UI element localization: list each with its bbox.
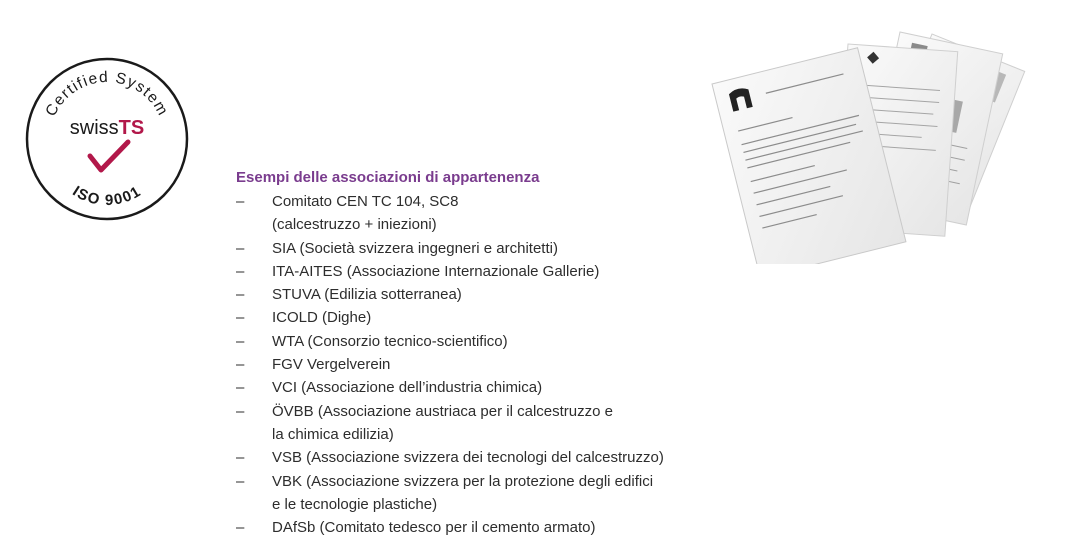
list-item-text: WTA (Consorzio tecnico-scientifico)	[272, 332, 508, 350]
bullet-dash: –	[236, 356, 245, 374]
bullet-dash: –	[236, 193, 245, 210]
bullet-dash: –	[236, 472, 245, 490]
seal-graphic	[24, 56, 190, 222]
list-item-text: VSB (Associazione svizzera dei tecnologi del calcestruzzo)	[272, 449, 664, 467]
documents-graphic	[700, 14, 1060, 264]
list-item	[232, 260, 752, 283]
memberships-list	[232, 190, 752, 539]
bullet-dash: –	[236, 519, 245, 537]
seal-brand: swissTS	[69, 117, 145, 139]
list-item-text: DAfSb (Comitato tedesco per il cemento armato)	[272, 519, 596, 537]
list-item	[232, 353, 752, 376]
list-item	[232, 376, 752, 399]
bullet-dash: –	[236, 286, 245, 304]
bullet-dash: –	[236, 402, 245, 420]
seal-bottom-text: ISO 9001	[69, 182, 145, 210]
memberships-section	[232, 168, 752, 539]
list-item-text: STUVA (Edilizia sotterranea)	[272, 286, 462, 304]
list-item	[232, 283, 752, 306]
list-item-text: ÖVBB (Associazione austriaca per il calcestruzzo e	[272, 402, 613, 420]
list-item-text: FGV Vergelverein	[272, 356, 391, 374]
bullet-dash: –	[236, 262, 245, 280]
list-item-text: ICOLD (Dighe)	[272, 309, 372, 327]
bullet-dash: –	[236, 449, 245, 467]
bullet-dash: –	[236, 309, 245, 327]
bullet-dash: –	[236, 239, 245, 257]
list-item	[232, 446, 752, 469]
list-item	[232, 237, 752, 260]
list-item	[232, 516, 752, 539]
certification-seal	[24, 56, 190, 222]
list-item	[232, 330, 752, 353]
bullet-dash: –	[236, 379, 245, 397]
list-item	[232, 306, 752, 329]
list-item-text: Comitato CEN TC 104, SC8	[272, 193, 459, 210]
list-item	[232, 400, 752, 447]
certificate-documents-illustration	[700, 14, 1060, 264]
list-item	[232, 470, 752, 517]
seal-top-text: Certified System	[42, 68, 172, 120]
list-item	[232, 190, 752, 237]
section-heading: Esempi delle associazioni di appartenenza	[236, 169, 540, 186]
list-item-text: e le tecnologie plastiche)	[272, 495, 438, 513]
list-item-text: ITA-AITES (Associazione Internazionale Gallerie)	[272, 262, 600, 280]
list-item-text: VCI (Associazione dell’industria chimica)	[272, 379, 543, 397]
bullet-dash: –	[236, 332, 245, 350]
list-item-text: VBK (Associazione svizzera per la protezione degli edifici	[272, 472, 654, 490]
list-item-text: (calcestruzzo + iniezioni)	[272, 216, 437, 234]
list-item-text: la chimica edilizia)	[272, 425, 394, 443]
list-item-text: SIA (Società svizzera ingegneri e architetti)	[272, 239, 558, 257]
